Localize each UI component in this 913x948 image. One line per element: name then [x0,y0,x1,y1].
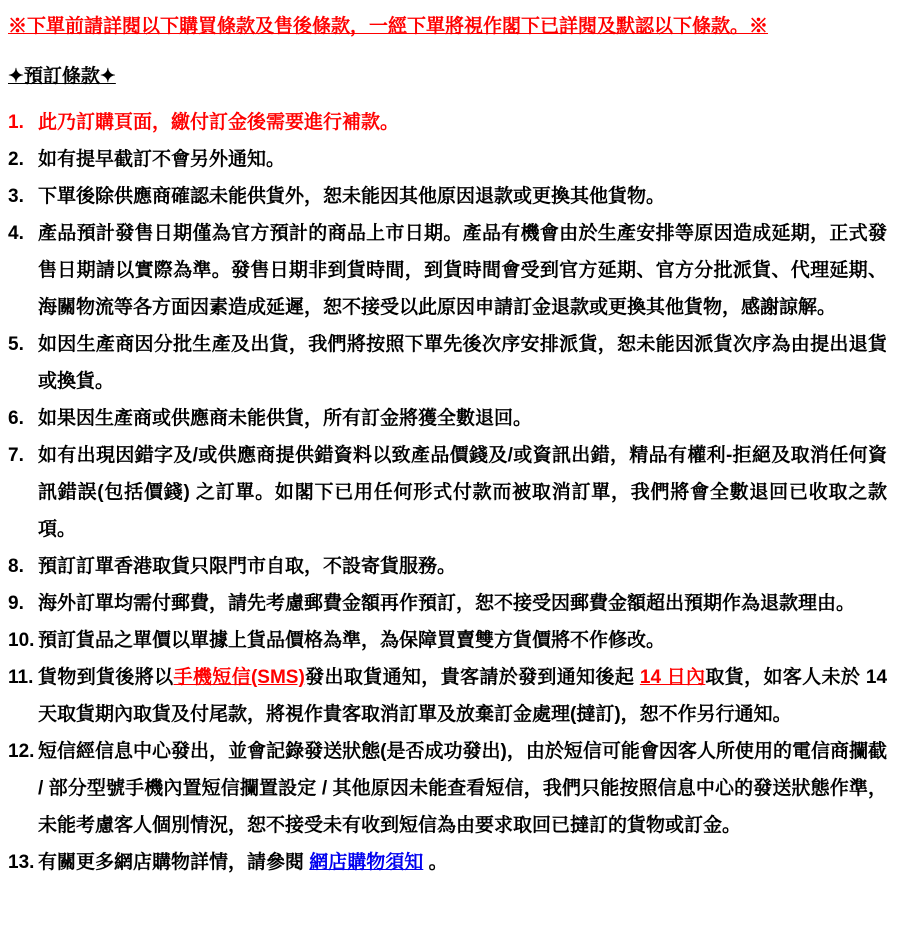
term-number: 5. [8,334,24,355]
term-item-7 [8,437,887,548]
term-text: 預訂訂單香港取貨只限門市自取，不設寄貨服務。 [38,556,457,577]
term-item-9 [8,585,887,622]
term-item-13 [8,844,887,881]
term-item-11 [8,659,887,733]
term-item-1 [8,104,887,141]
term-text: 海外訂單均需付郵費，請先考慮郵費金額再作預訂，恕不接受因郵費金額超出預期作為退款理由。 [38,593,856,614]
term-number: 13. [8,852,35,873]
term-number: 7. [8,445,24,466]
term-text: 此乃訂購頁面，繳付訂金後需要進行補款。 [38,112,400,133]
term-number: 3. [8,186,24,207]
term-item-10 [8,622,887,659]
term-number: 1. [8,112,24,133]
sms-highlight: 手機短信(SMS) [173,667,305,688]
term-text: 預訂貨品之單價以單據上貨品價格為準，為保障買賣雙方貨價將不作修改。 [38,630,666,651]
shop-guide-link[interactable]: 網店購物須知 [309,852,424,873]
term-item-2 [8,141,887,178]
term-text: 產品預計發售日期僅為官方預計的商品上市日期。產品有機會由於生產安排等原因造成延期，正式發售日期請以實際為準。發售日期非到貨時間，到貨時間會受到官方延期、官方分批派貨、代理延期、海關物流等各方面因素造成延遲，恕不接受以此原因申請訂金退款或更換其他貨物，感謝諒解。 [38,223,887,318]
term-item-6 [8,400,887,437]
term-text: 下單後除供應商確認未能供貨外，恕未能因其他原因退款或更換其他貨物。 [38,186,666,207]
term-item-5 [8,326,887,400]
term-number: 2. [8,149,24,170]
section-title: ✦預訂條款✦ [8,66,116,87]
term-item-8 [8,548,887,585]
term-text: 有關更多網店購物詳情，請參閱 網店購物須知 。 [38,852,448,873]
term-number: 6. [8,408,24,429]
term-text: 貨物到貨後將以手機短信(SMS)發出取貨通知，貴客請於發到通知後起 14 日內取貨，如客人未於 14 天取貨期內取貨及付尾款，將視作貴客取消訂單及放棄訂金處理(撻訂)，恕不作另行通知。 [38,667,888,725]
deadline-highlight: 14 日內 [639,667,706,688]
term-text: 如果因生產商或供應商未能供貨，所有訂金將獲全數退回。 [38,408,533,429]
term-item-12 [8,733,887,844]
terms-list [8,104,887,881]
term-text: 如因生產商因分批生產及出貨，我們將按照下單先後次序安排派貨，恕未能因派貨次序為由提出退貨或換貨。 [38,334,887,392]
term-number: 12. [8,741,35,762]
term-text: 如有提早截訂不會另外通知。 [38,149,286,170]
notice-header: ※下單前請詳閱以下購買條款及售後條款，一經下單將視作閣下已詳閱及默認以下條款。※ [8,16,769,37]
term-item-4 [8,215,887,326]
term-number: 8. [8,556,24,577]
term-number: 9. [8,593,24,614]
term-number: 10. [8,630,35,651]
term-number: 4. [8,223,24,244]
term-text: 如有出現因錯字及/或供應商提供錯資料以致產品價錢及/或資訊出錯，精品有權利-拒絕及取消任何資訊錯誤(包括價錢) 之訂單。如閣下已用任何形式付款而被取消訂單，我們將會全數退回已收取之款項。 [38,445,887,540]
term-item-3 [8,178,887,215]
term-text: 短信經信息中心發出，並會記錄發送狀態(是否成功發出)，由於短信可能會因客人所使用的電信商攔截 / 部分型號手機內置短信攔置設定 / 其他原因未能查看短信，我們只能按照信息中心的發送狀態作準，未能考慮客人個別情況，恕不接受未有收到短信為由要求取回已撻訂的貨物或訂金。 [38,741,887,836]
term-number: 11. [8,667,34,688]
